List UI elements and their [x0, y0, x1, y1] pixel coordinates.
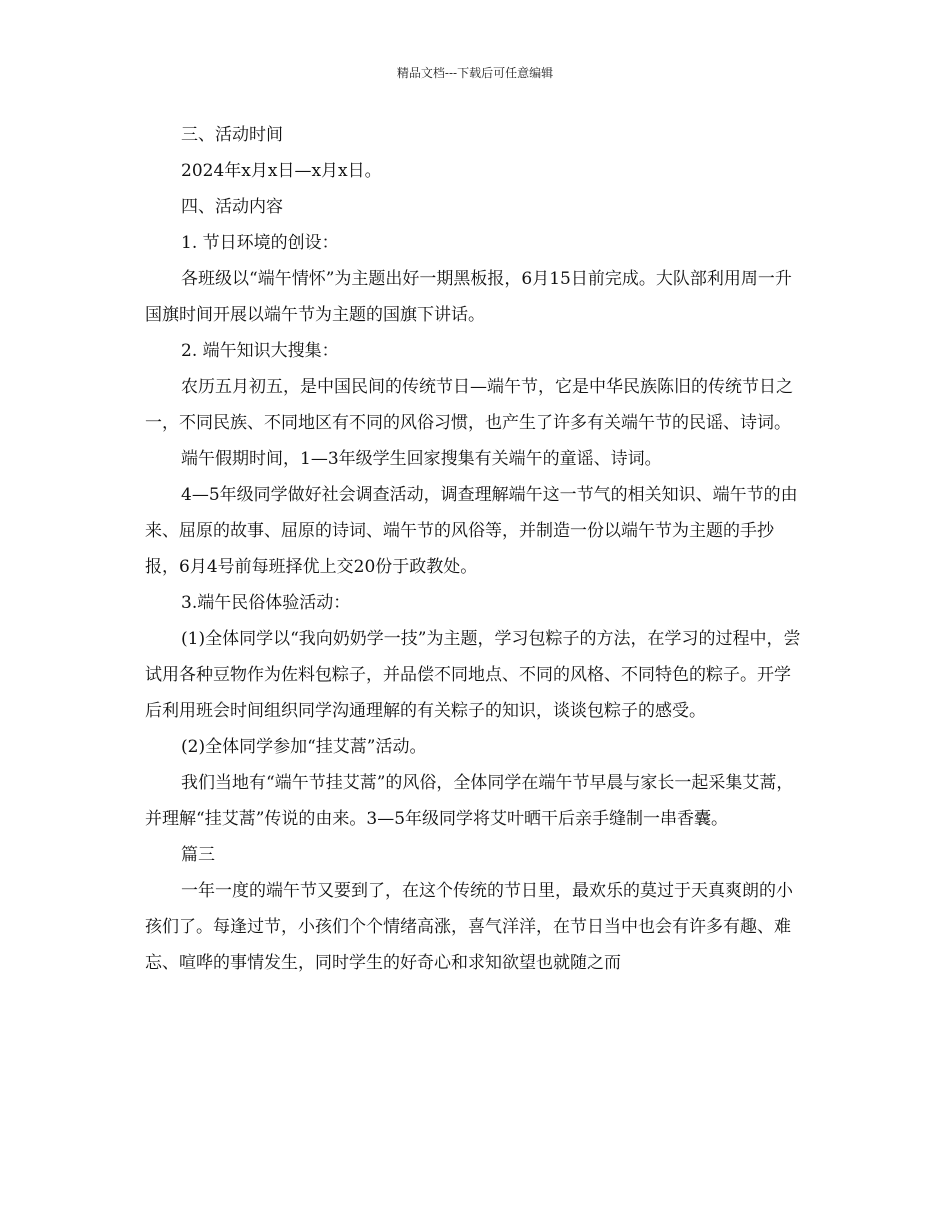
paragraph-date-range: 2024年x月x日—x月x日。 [181, 161, 382, 181]
header-note: 精品文档---下载后可任意编辑 [396, 66, 554, 80]
heading-activity-content: 四、活动内容 [181, 197, 283, 217]
paragraph-environment: 各班级以“端午情怀”为主题出好一期黑板报，6月15日前完成。大队部利用周一升国旗时间开展以端午节为主题的国旗下讲话。 [145, 269, 792, 325]
paragraph-mugwort-activity: (2)全体同学参加“挂艾蒿”活动。 [181, 737, 427, 757]
paragraph-zongzi: (1)全体同学以“我向奶奶学一技”为主题，学习包粽子的方法，在学习的过程中，尝试用各种豆物作为佐料包粽子，并品偿不同地点、不同的风格、不同特色的粽子。开学后利用班会时间组织同学沟通理解的有关粽子的知识，谈谈包粽子的感受。 [145, 629, 801, 721]
paragraph-knowledge-intro: 农历五月初五，是中国民间的传统节日—端午节，它是中华民族陈旧的传统节日之一，不同民族、不同地区有不同的风俗习惯，也产生了许多有关端午节的民谣、诗词。 [145, 377, 793, 433]
subheading-knowledge: 2. 端午知识大搜集： [181, 341, 339, 361]
subheading-folk-experience: 3.端午民俗体验活动： [181, 593, 351, 613]
paragraph-part-three-intro: 一年一度的端午节又要到了，在这个传统的节日里，最欢乐的莫过于天真爽朗的小孩们了。每逢过节，小孩们个个情绪高涨，喜气洋洋，在节日当中也会有许多有趣、难忘、喧哗的事情发生，同时学生的好奇心和求知欲望也就随之而 [145, 881, 793, 973]
paragraph-grades-4-5: 4—5年级同学做好社会调查活动，调查理解端午这一节气的相关知识、端午节的由来、屈原的故事、屈原的诗词、端午节的风俗等，并制造一份以端午节为主题的手抄报，6月4号前每班择优上交20份于政教处。 [145, 485, 798, 577]
document-body [145, 117, 805, 981]
paragraph-grades-1-3: 端午假期时间，1—3年级学生回家搜集有关端午的童谣、诗词。 [181, 449, 662, 469]
heading-activity-time: 三、活动时间 [181, 125, 283, 145]
heading-part-three: 篇三 [181, 845, 215, 865]
paragraph-mugwort-custom: 我们当地有“端午节挂艾蒿”的风俗，全体同学在端午节早晨与家长一起采集艾蒿，并理解“挂艾蒿”传说的由来。3—5年级同学将艾叶晒干后亲手缝制一串香囊。 [145, 773, 794, 829]
subheading-environment: 1. 节日环境的创设： [181, 233, 339, 253]
